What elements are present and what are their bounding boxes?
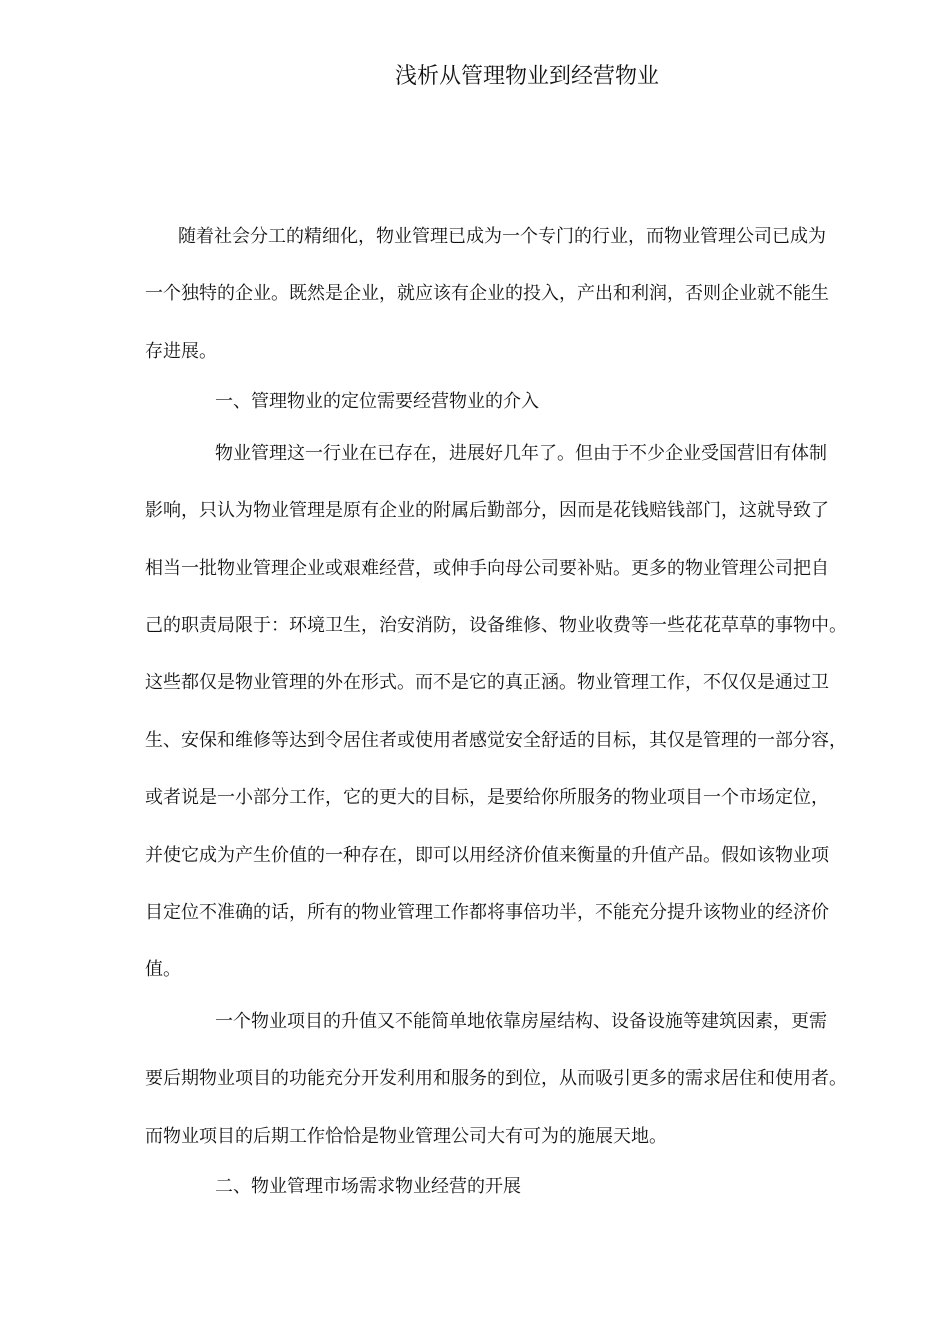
paragraph-line: 而物业项目的后期工作恰恰是物业管理公司大有可为的施展天地。 [145, 1126, 667, 1147]
paragraph-line: 物业管理这一行业在已存在，进展好几年了。但由于不少企业受国营旧有体制 [215, 443, 827, 464]
section-heading: 一、管理物业的定位需要经营物业的介入 [215, 391, 539, 412]
paragraph-line: 这些都仅是物业管理的外在形式。而不是它的真正涵。物业管理工作，不仅仅是通过卫 [145, 672, 829, 693]
paragraph-line: 要后期物业项目的功能充分开发利用和服务的到位，从而吸引更多的需求居住和使用者。 [145, 1068, 847, 1089]
paragraph-line: 一个物业项目的升值又不能简单地依靠房屋结构、设备设施等建筑因素，更需 [215, 1011, 827, 1032]
paragraph-line: 并使它成为产生价值的一种存在，即可以用经济价值来衡量的升值产品。假如该物业项 [145, 845, 829, 866]
section-heading: 二、物业管理市场需求物业经营的开展 [215, 1176, 521, 1197]
paragraph-line: 一个独特的企业。既然是企业，就应该有企业的投入，产出和利润，否则企业就不能生 [145, 283, 829, 304]
paragraph-line: 目定位不准确的话，所有的物业管理工作都将事倍功半，不能充分提升该物业的经济价 [145, 902, 829, 923]
paragraph-line: 值。 [145, 959, 181, 980]
paragraph-line: 生、安保和维修等达到令居住者或使用者感觉安全舒适的目标，其仅是管理的一部分容， [145, 730, 847, 751]
paragraph-line: 己的职责局限于：环境卫生，治安消防，设备维修、物业收费等一些花花草草的事物中。 [145, 615, 847, 636]
document-title: 浅析从管理物业到经营物业 [394, 64, 659, 89]
paragraph-line: 相当一批物业管理企业或艰难经营，或伸手向母公司要补贴。更多的物业管理公司把自 [145, 558, 829, 579]
paragraph-line: 随着社会分工的精细化，物业管理已成为一个专门的行业，而物业管理公司已成为 [178, 226, 826, 247]
paragraph-line: 存进展。 [145, 341, 217, 362]
paragraph-line: 或者说是一小部分工作，它的更大的目标，是要给你所服务的物业项目一个市场定位， [145, 787, 829, 808]
paragraph-line: 影响，只认为物业管理是原有企业的附属后勤部分，因而是花钱赔钱部门，这就导致了 [145, 500, 829, 521]
